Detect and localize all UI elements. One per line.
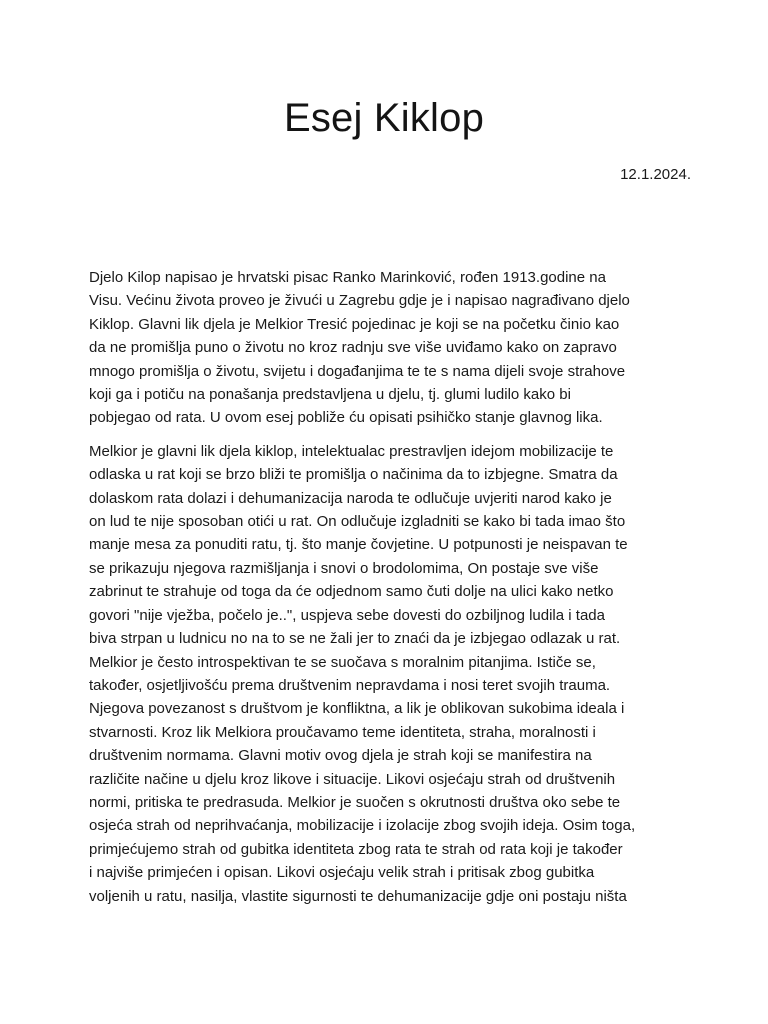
text-line: primjećujemo strah od gubitka identiteta zbog rata te strah od rata koji je također	[89, 840, 623, 858]
text-line: koji ga i potiču na ponašanja predstavljena u djelu, tj. glumi ludilo kako bi	[89, 386, 571, 404]
text-line: Melkior je često introspektivan te se suočava s moralnim pitanjima. Ističe se,	[89, 653, 596, 671]
text-line: Visu. Većinu života proveo je živući u Zagrebu gdje je i napisao nagrađivano djelo	[89, 292, 630, 310]
text-line: mnogo promišlja o životu, svijetu i događanjima te te s nama dijeli svoje strahove	[89, 362, 626, 380]
text-line: Kiklop. Glavni lik djela je Melkior Tresić pojedinac je koji se na početku činio kao	[89, 315, 620, 333]
document-title: Esej Kiklop	[283, 96, 485, 140]
text-line: dolaskom rata dolazi i dehumanizacija naroda te odlučuje uvjeriti narod kako je	[89, 489, 612, 507]
document-date: 12.1.2024.	[620, 166, 691, 183]
text-line: zabrinut te strahuje od toga da će odjednom samo čuti dolje na ulici kako netko	[89, 583, 614, 601]
text-line: različite načine u djelu kroz likove i situacije. Likovi osjećaju strah od društvenih	[89, 770, 616, 788]
text-line: osjeća strah od neprihvaćanja, mobilizacije i izolacije zbog svojih ideja. Osim toga,	[89, 817, 636, 835]
text-line: da ne promišlja puno o životu no kroz radnju sve više uviđamo kako on zapravo	[89, 339, 617, 357]
paragraph-gap	[89, 430, 689, 440]
text-line: voljenih u ratu, nasilja, vlastite sigurnosti te dehumanizacije gdje oni postaju ništa	[89, 887, 627, 905]
essay-body	[89, 266, 689, 908]
text-line: Njegova povezanost s društvom je konfliktna, a lik je oblikovan sukobima ideala i	[89, 700, 625, 718]
text-line: govori "nije vježba, počelo je..", uspjeva sebe dovesti do ozbiljnog ludila i tada	[89, 606, 605, 624]
paragraph-intro	[89, 266, 689, 430]
text-line: Melkior je glavni lik djela kiklop, intelektualac prestravljen idejom mobilizacije te	[89, 442, 614, 460]
text-line: on lud te nije sposoban otići u rat. On odlučuje izgladniti se kako bi tada imao što	[89, 513, 626, 531]
text-line: biva strpan u ludnicu no na to se ne žali jer to znaći da je izbjegao odlazak u rat.	[89, 630, 621, 648]
text-line: manje mesa za ponuditi ratu, tj. što manje čovjetine. U potpunosti je neispavan te	[89, 536, 628, 554]
text-line: se prikazuju njegova razmišljanja i snovi o brodolomima, On postaje sve više	[89, 559, 599, 577]
text-line: normi, pritiska te predrasuda. Melkior je suočen s okrutnosti društva oko sebe te	[89, 793, 621, 811]
text-line: društvenim normama. Glavni motiv ovog djela je strah koji se manifestira na	[89, 747, 592, 765]
text-line: pobjegao od rata. U ovom esej pobliže ću opisati psihičko stanje glavnog lika.	[89, 409, 603, 427]
paragraph-main	[89, 440, 689, 908]
text-line: također, osjetljivošću prema društvenim nepravdama i nosi teret svojih trauma.	[89, 676, 611, 694]
text-line: stvarnosti. Kroz lik Melkiora proučavamo teme identiteta, straha, moralnosti i	[89, 723, 596, 741]
text-line: odlaska u rat koji se brzo bliži te promišlja o načinima da to izbjegne. Smatra da	[89, 466, 618, 484]
text-line: i najviše primjećen i opisan. Likovi osjećaju velik strah i pritisak zbog gubitka	[89, 864, 595, 882]
text-line: Djelo Kilop napisao je hrvatski pisac Ranko Marinković, rođen 1913.godine na	[89, 269, 606, 286]
